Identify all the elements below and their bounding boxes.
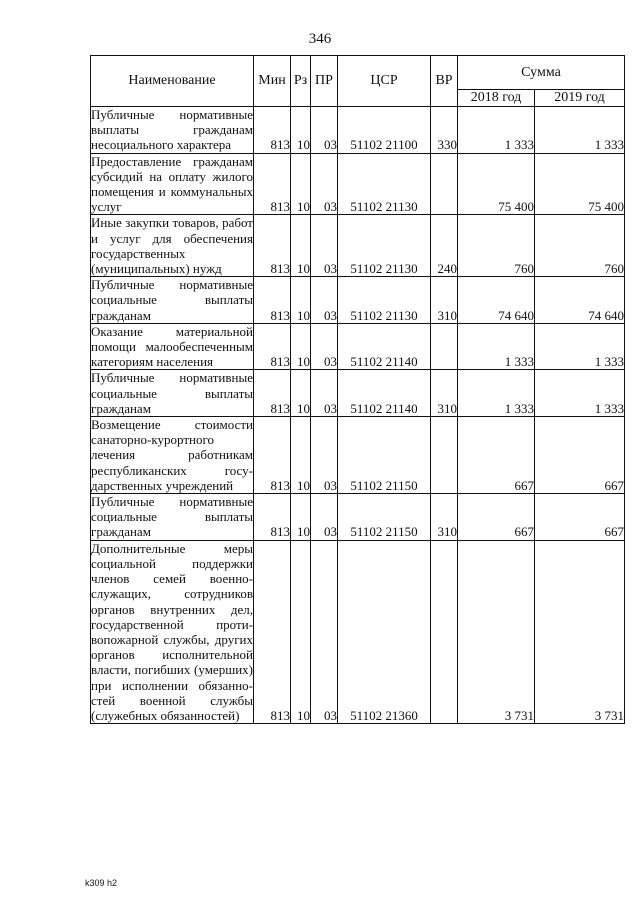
cell-pr: 03 xyxy=(311,540,338,723)
table-row xyxy=(91,107,625,154)
cell-pr: 03 xyxy=(311,153,338,215)
cell-min: 813 xyxy=(254,540,291,723)
table-row xyxy=(91,277,625,324)
header-vr: ВР xyxy=(431,56,458,107)
header-csr: ЦСР xyxy=(338,56,431,107)
page-number: 346 xyxy=(308,31,332,47)
cell-sum-2018: 1 333 xyxy=(458,323,535,370)
cell-sum-2019: 74 640 xyxy=(535,277,625,324)
cell-min: 813 xyxy=(254,107,291,154)
cell-vr xyxy=(431,417,458,494)
cell-vr xyxy=(431,323,458,370)
cell-vr: 330 xyxy=(431,107,458,154)
cell-csr: 51102 21140 xyxy=(338,370,431,417)
header-rz: Рз xyxy=(291,56,311,107)
cell-rz: 10 xyxy=(291,370,311,417)
cell-name: Возмещение стоимости санаторно-курортного лечения работникам республиканских государственных учреждений xyxy=(91,417,253,493)
header-sum: Сумма xyxy=(458,56,625,90)
cell-rz: 10 xyxy=(291,153,311,215)
cell-name: Предоставление гражданам субсидий на оплату жилого помещения и коммунальных услуг xyxy=(91,153,253,215)
table-row xyxy=(91,215,625,277)
cell-vr xyxy=(431,153,458,215)
header-name: Наименование xyxy=(91,56,254,107)
cell-name: Публичные нормативные социальные выплаты гражданам xyxy=(91,277,253,323)
header-min: Мин xyxy=(254,56,291,107)
budget-table xyxy=(90,55,625,724)
cell-sum-2019: 667 xyxy=(535,494,625,541)
cell-vr: 310 xyxy=(431,370,458,417)
cell-csr: 51102 21140 xyxy=(338,323,431,370)
table-row xyxy=(91,370,625,417)
cell-pr: 03 xyxy=(311,370,338,417)
cell-rz: 10 xyxy=(291,494,311,541)
cell-sum-2018: 667 xyxy=(458,494,535,541)
cell-sum-2018: 1 333 xyxy=(458,107,535,154)
cell-name: Публичные нормативные выплаты гражданам несоциального характера xyxy=(91,107,253,153)
cell-pr: 03 xyxy=(311,107,338,154)
table-row xyxy=(91,323,625,370)
cell-min: 813 xyxy=(254,215,291,277)
cell-csr: 51102 21100 xyxy=(338,107,431,154)
cell-pr: 03 xyxy=(311,417,338,494)
cell-name: Публичные нормативные социальные выплаты гражданам xyxy=(91,494,253,540)
cell-sum-2019: 667 xyxy=(535,417,625,494)
cell-pr: 03 xyxy=(311,323,338,370)
cell-sum-2019: 1 333 xyxy=(535,323,625,370)
cell-vr: 240 xyxy=(431,215,458,277)
cell-pr: 03 xyxy=(311,215,338,277)
header-pr: ПР xyxy=(311,56,338,107)
cell-sum-2018: 760 xyxy=(458,215,535,277)
footer-code: k309 h2 xyxy=(85,878,118,888)
cell-rz: 10 xyxy=(291,417,311,494)
cell-vr xyxy=(431,540,458,723)
cell-csr: 51102 21130 xyxy=(338,215,431,277)
cell-vr: 310 xyxy=(431,277,458,324)
cell-csr: 51102 21360 xyxy=(338,540,431,723)
cell-min: 813 xyxy=(254,153,291,215)
cell-rz: 10 xyxy=(291,215,311,277)
header-year-2018: 2018 год xyxy=(458,90,535,107)
cell-rz: 10 xyxy=(291,277,311,324)
cell-sum-2018: 74 640 xyxy=(458,277,535,324)
table-body xyxy=(91,107,625,724)
cell-sum-2019: 1 333 xyxy=(535,370,625,417)
table-row xyxy=(91,153,625,215)
table-row xyxy=(91,540,625,723)
cell-sum-2018: 667 xyxy=(458,417,535,494)
cell-sum-2018: 1 333 xyxy=(458,370,535,417)
cell-pr: 03 xyxy=(311,277,338,324)
cell-min: 813 xyxy=(254,370,291,417)
table-row xyxy=(91,494,625,541)
cell-sum-2019: 1 333 xyxy=(535,107,625,154)
cell-rz: 10 xyxy=(291,323,311,370)
cell-name: Публичные нормативные социальные выплаты гражданам xyxy=(91,370,253,416)
cell-sum-2019: 760 xyxy=(535,215,625,277)
cell-pr: 03 xyxy=(311,494,338,541)
cell-min: 813 xyxy=(254,277,291,324)
cell-name: Оказание материальной помощи малообеспеченным категориям населения xyxy=(91,323,253,370)
cell-csr: 51102 21150 xyxy=(338,494,431,541)
cell-sum-2018: 3 731 xyxy=(458,540,535,723)
cell-rz: 10 xyxy=(291,540,311,723)
cell-sum-2019: 3 731 xyxy=(535,540,625,723)
cell-min: 813 xyxy=(254,494,291,541)
cell-sum-2018: 75 400 xyxy=(458,153,535,215)
cell-csr: 51102 21150 xyxy=(338,417,431,494)
cell-min: 813 xyxy=(254,323,291,370)
cell-csr: 51102 21130 xyxy=(338,153,431,215)
cell-sum-2019: 75 400 xyxy=(535,153,625,215)
cell-name: Дополнительные меры социальной поддержки членов семей военнослужащих, сотрудников органов внутренних дел, государственной противопожарной службы, других органов исполнительной власти, погибших (умерших) при исполнении обязанностей военной службы (служебных обязанностей) xyxy=(91,540,253,723)
cell-vr: 310 xyxy=(431,494,458,541)
cell-min: 813 xyxy=(254,417,291,494)
cell-rz: 10 xyxy=(291,107,311,154)
cell-csr: 51102 21130 xyxy=(338,277,431,324)
table-row xyxy=(91,417,625,494)
header-year-2019: 2019 год xyxy=(535,90,625,107)
cell-name: Иные закупки товаров, работ и услуг для обеспечения государственных (муниципальных) нужд xyxy=(91,215,253,277)
